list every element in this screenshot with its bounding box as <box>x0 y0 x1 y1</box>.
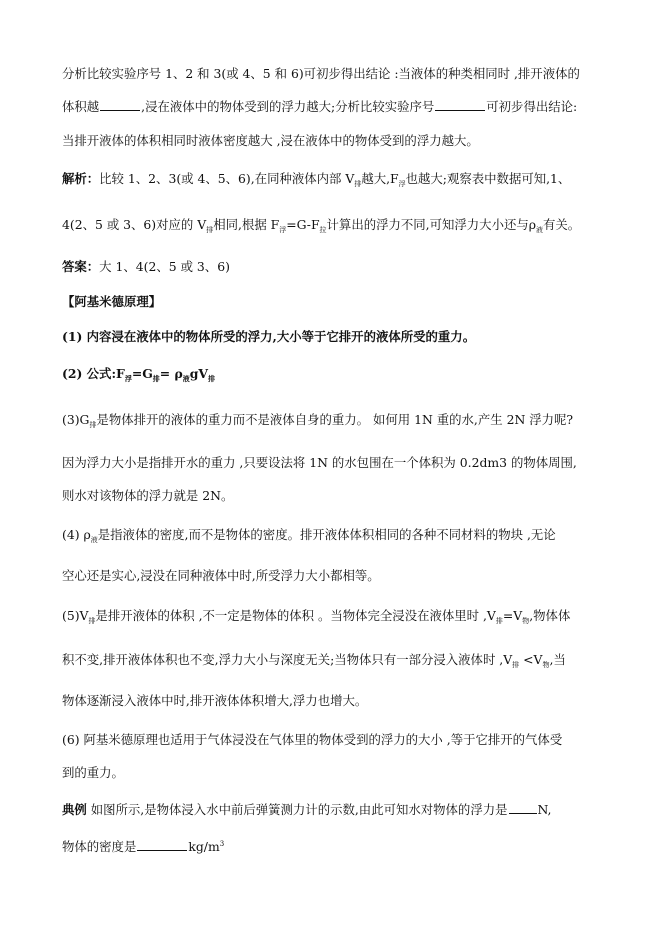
text-segment: (4) ρ <box>62 527 91 542</box>
superscript: 3 <box>219 840 225 848</box>
text-segment: (3)G <box>62 412 90 427</box>
subscript: 液 <box>536 226 544 234</box>
text-segment: (2) 公式:F <box>62 366 125 381</box>
subscript: 排 <box>495 617 503 625</box>
text-line: 因为浮力大小是指排开水的重力 ,只要设法将 1N 的水包围在一个体积为 0.2dm3 的物体周围, <box>62 455 577 470</box>
answer-text: 大 1、4(2、5 或 3、6) <box>99 259 230 274</box>
text-line: 则水对该物体的浮力就是 2N。 <box>62 488 234 503</box>
subscript: 物 <box>522 617 530 625</box>
text-line <box>62 608 570 626</box>
text-segment: 是排开液体的体积 ,不一定是物体的体积 。当物体完全浸没在液体里时 ,V <box>95 608 496 623</box>
subscript: 液 <box>90 536 98 544</box>
subscript: 排 <box>206 226 214 234</box>
text-line <box>62 171 570 189</box>
subscript: 排 <box>512 661 520 669</box>
text-line <box>62 412 573 430</box>
text-line: 空心还是实心,浸没在同种液体中时,所受浮力大小都相等。 <box>62 568 380 583</box>
text-line <box>62 99 577 115</box>
section-title: 【阿基米德原理】 <box>62 294 162 309</box>
text-segment: 积不变,排开液体体积也不变,浮力大小与深度无关;当物体只有一部分浸入液体时 ,V <box>62 652 513 667</box>
subscript: 浮 <box>279 226 287 234</box>
text-segment: 有关。 <box>543 217 581 232</box>
text-segment: gV <box>189 366 208 381</box>
answer-line <box>62 259 230 275</box>
subscript: 物 <box>542 661 550 669</box>
text-segment: =V <box>502 608 523 623</box>
example-label: 典例 <box>62 802 87 817</box>
text-segment: 越大,F <box>361 171 399 186</box>
text-segment: ,当 <box>549 652 566 667</box>
text-segment: 物体的密度是 <box>62 839 137 855</box>
item-2-formula <box>62 366 215 384</box>
text-segment: 计算出的浮力不同,可知浮力大小还与ρ <box>326 217 537 232</box>
text-segment: ,浸在液体中的物体受到的浮力越大;分析比较实验序号 <box>141 99 435 114</box>
subscript: 排 <box>88 617 96 625</box>
text-line <box>62 836 224 855</box>
answer-label: 答案： <box>62 259 100 274</box>
text-segment: <V <box>519 652 543 667</box>
text-segment: N, <box>537 802 552 817</box>
item-1: (1) 内容浸在液体中的物体所受的浮力,大小等于它排开的液体所受的重力。 <box>62 329 476 344</box>
subscript: 排 <box>89 421 97 429</box>
text-segment: 相同,根据 F <box>213 217 280 232</box>
text-segment: 是指液体的密度,而不是物体的密度。排开液体体积相同的各种不同材料的物块 ,无论 <box>97 527 556 542</box>
analysis-label: 解析： <box>62 171 100 186</box>
subscript: 排 <box>208 374 215 383</box>
text-segment: = ρ <box>159 366 183 381</box>
text-segment: =G <box>131 366 153 381</box>
text-segment: 可初步得出结论: <box>486 99 578 114</box>
text-segment: =G-F <box>286 217 320 232</box>
text-segment: 4(2、5 或 3、6)对应的 V <box>62 217 207 232</box>
text-line <box>62 527 556 545</box>
text-segment: 是物体排开的液体的重力而不是液体自身的重力。 如何用 1N 重的水,产生 2N 浮力呢? <box>96 412 574 427</box>
subscript: 拉 <box>319 226 327 234</box>
text-segment: kg/m <box>188 839 220 855</box>
subscript: 浮 <box>124 374 132 383</box>
answer-blank <box>137 839 187 851</box>
text-line: 物体逐渐浸入液体中时,排开液体体积增大,浮力也增大。 <box>62 693 368 708</box>
answer-blank <box>435 99 485 111</box>
subscript: 排 <box>354 180 362 188</box>
answer-blank <box>509 802 537 814</box>
text-segment: 比较 1、2、3(或 4、5、6),在同种液体内部 V <box>99 171 355 186</box>
text-line <box>62 652 566 670</box>
text-line: 当排开液体的体积相同时液体密度越大 ,浸在液体中的物体受到的浮力越大。 <box>62 133 479 148</box>
text-segment: (5)V <box>62 608 89 623</box>
text-segment: 也越大;观察表中数据可知,1、 <box>405 171 571 186</box>
text-line <box>62 802 552 818</box>
subscript: 液 <box>182 374 190 383</box>
text-segment: 如图所示,是物体浸入水中前后弹簧测力计的示数,由此可知水对物体的浮力是 <box>86 802 508 817</box>
text-line: 到的重力。 <box>62 765 124 780</box>
text-line <box>62 217 580 235</box>
text-segment: 体积越 <box>62 99 100 114</box>
subscript: 排 <box>152 374 160 383</box>
text-line: (6) 阿基米德原理也适用于气体浸没在气体里的物体受到的浮力的大小 ,等于它排开的气体受 <box>62 732 563 747</box>
subscript: 浮 <box>398 180 406 188</box>
answer-blank <box>100 99 140 111</box>
text-segment: ,物体体 <box>529 608 571 623</box>
text-line: 分析比较实验序号 1、2 和 3(或 4、5 和 6)可初步得出结论 :当液体的种类相同时 ,排开液体的 <box>62 66 580 81</box>
